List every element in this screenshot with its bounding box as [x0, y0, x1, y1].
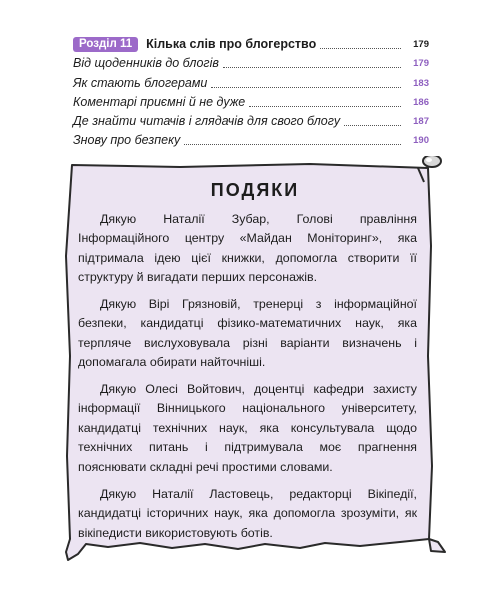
- toc-item[interactable]: [73, 91, 429, 110]
- toc-leader-dots: [249, 105, 401, 107]
- toc-item-page: 186: [413, 96, 429, 108]
- toc-item-title: Знову про безпеку: [73, 133, 181, 148]
- toc-item-page: 190: [413, 135, 429, 147]
- card-curl-right: [429, 539, 445, 552]
- thanks-card: [60, 156, 450, 576]
- chapter-badge: Розділ 11: [73, 37, 138, 52]
- toc-chapter-page: 179: [413, 39, 429, 51]
- toc-item-title: Коментарі приємні й не дуже: [73, 94, 246, 109]
- toc-leader-dots: [223, 66, 401, 68]
- toc-item[interactable]: [73, 71, 429, 90]
- toc-item-page: 179: [413, 58, 429, 70]
- thanks-paragraph: Дякую Вірі Грязновій, тренерці з інформаційної безпеки, кандидатці фізико-математичних наук, яка терпляче вислуховувала різні варіанти визначень і допомагала обирати найточніші.: [78, 297, 417, 370]
- thanks-paragraph: Дякую Наталії Ластовець, редакторці Вікіпедії, кандидатці історичних наук, яка допомогла зрозуміти, як вікіпедисти використовують ботів.: [78, 487, 417, 540]
- toc-item-page: 187: [413, 115, 429, 127]
- toc-item-page: 183: [413, 77, 429, 89]
- toc-leader-dots: [320, 47, 401, 49]
- toc-chapter-title: Кілька слів про блогерство: [146, 37, 317, 52]
- toc-item[interactable]: [73, 110, 429, 129]
- toc-leader-dots: [344, 124, 401, 126]
- toc-item[interactable]: [73, 129, 429, 148]
- toc-chapter-row[interactable]: [73, 33, 429, 52]
- thanks-title: ПОДЯКИ: [210, 180, 300, 200]
- toc-item-title: Де знайти читачів і глядачів для свого блогу: [73, 113, 341, 128]
- thanks-paragraph: Дякую Олесі Войтович, доцентці кафедри захисту інформації Вінницького національного університету, кандидатці технічних наук, яка консультувала щодо технічних питань і підтримувала моє прагнення пояснювати складні речі простими словами.: [78, 382, 417, 474]
- toc-leader-dots: [211, 86, 401, 88]
- thanks-paragraph: Дякую Наталії Зубар, Голові правління Інформаційного центру «Майдан Моніторинг», яка підтримала ідею цієї книжки, допомогла створити її структуру й вигадати перших персонажів.: [78, 212, 417, 285]
- toc-item-title: Як стають блогерами: [73, 75, 208, 90]
- toc-item[interactable]: [73, 52, 429, 71]
- toc-item-title: Від щоденників до блогів: [73, 56, 219, 71]
- toc-leader-dots: [184, 143, 401, 145]
- table-of-contents: [73, 33, 429, 148]
